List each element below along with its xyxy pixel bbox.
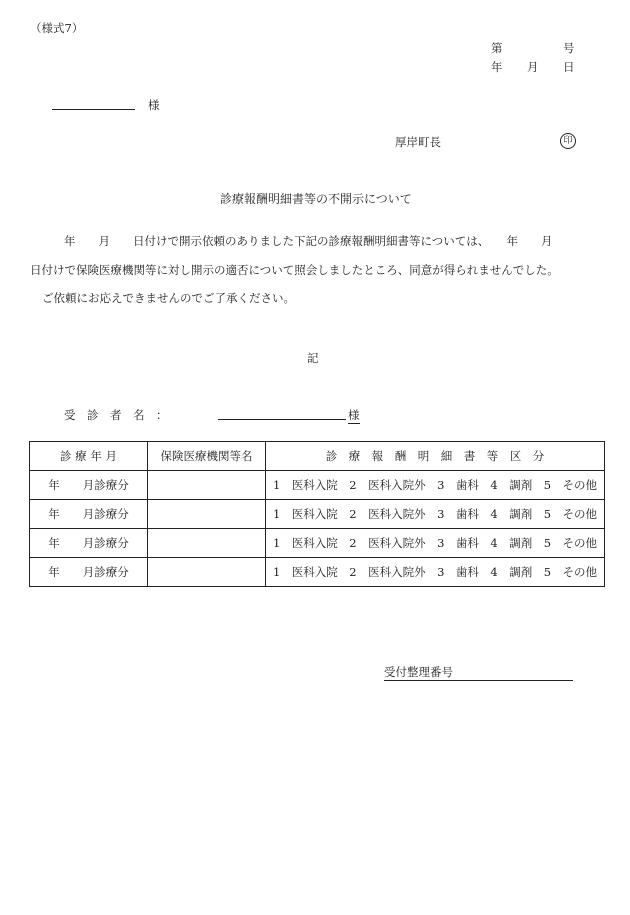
body-line-3: ご依頼にお応えできませんのでご了承ください。	[42, 291, 295, 305]
row-institution[interactable]	[148, 529, 266, 558]
receipt-number-field	[384, 664, 573, 681]
addressee-line	[52, 96, 135, 110]
date-month: 月	[527, 60, 539, 74]
header-category: 診 療 報 酬 明 細 書 等 区 分	[266, 442, 605, 471]
patient-label: 受 診 者 名 ：	[64, 408, 168, 422]
seal-text: 印	[560, 133, 576, 149]
seal-mark	[560, 132, 576, 149]
header-institution: 保険医療機関等名	[148, 442, 266, 471]
body-line-2: 日付けで保険医療機関等に対し開示の適否について照会しましたところ、同意が得られませんでした。	[30, 263, 559, 277]
row-categories: 1 医科入院 2 医科入院外 3 歯科 4 調剤 5 その他	[266, 529, 605, 558]
row-period: 年 月診療分	[30, 471, 148, 500]
table-row	[30, 558, 605, 587]
date-day: 日	[563, 60, 575, 74]
table-row	[30, 471, 605, 500]
row-period: 年 月診療分	[30, 558, 148, 587]
row-categories: 1 医科入院 2 医科入院外 3 歯科 4 調剤 5 その他	[266, 471, 605, 500]
table-row	[30, 529, 605, 558]
subject: 診療報酬明細書等の不開示について	[220, 192, 412, 206]
ki-heading: 記	[307, 351, 319, 365]
row-period: 年 月診療分	[30, 500, 148, 529]
form-id: （様式7）	[30, 21, 84, 35]
row-period: 年 月診療分	[30, 529, 148, 558]
issuer-title: 厚岸町長	[395, 135, 441, 149]
date-year: 年	[491, 60, 503, 74]
table-row	[30, 500, 605, 529]
receipt-label: 受付整理番号	[384, 665, 453, 679]
patient-name-field	[218, 406, 346, 420]
row-institution[interactable]	[148, 558, 266, 587]
addressee-suffix: 様	[148, 98, 160, 112]
doc-number-suffix: 号	[563, 41, 575, 55]
row-institution[interactable]	[148, 471, 266, 500]
header-treatment-period: 診 療 年 月	[30, 442, 148, 471]
patient-suffix: 様	[348, 408, 360, 422]
table-header-row	[30, 442, 605, 471]
doc-number-prefix: 第	[491, 41, 503, 55]
row-categories: 1 医科入院 2 医科入院外 3 歯科 4 調剤 5 その他	[266, 500, 605, 529]
row-categories: 1 医科入院 2 医科入院外 3 歯科 4 調剤 5 その他	[266, 558, 605, 587]
addressee-blank	[52, 97, 135, 110]
body-line-1: 年 月 日付けで開示依頼のありました下記の診療報酬明細書等については、 年 月	[64, 234, 553, 248]
row-institution[interactable]	[148, 500, 266, 529]
disclosure-table	[29, 441, 605, 587]
patient-name-blank	[218, 407, 346, 420]
